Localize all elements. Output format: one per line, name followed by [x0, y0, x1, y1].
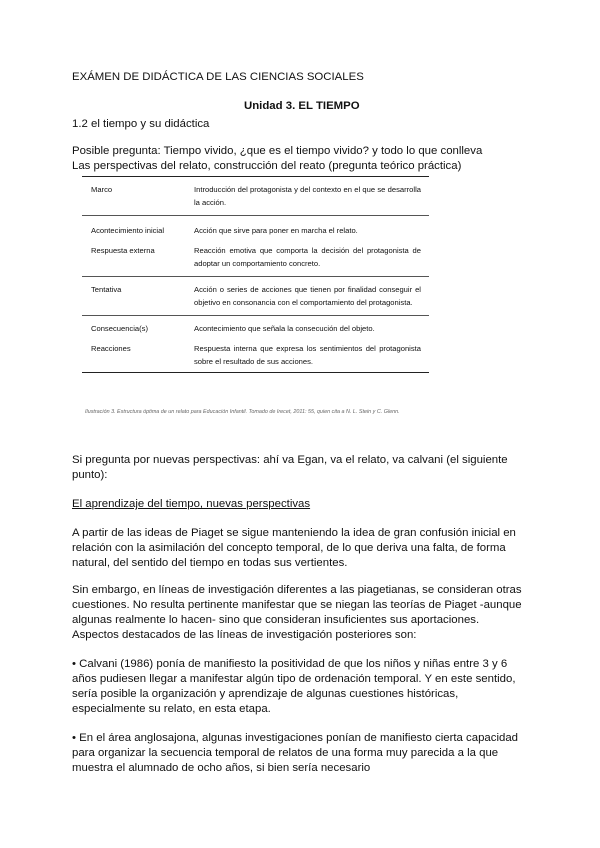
- table-description: Reacción emotiva que comporta la decisión del protagonista de adoptar un comportamiento concreto.: [194, 246, 421, 268]
- story-structure-table: [82, 176, 429, 373]
- table-row: [82, 237, 429, 277]
- table-row: [82, 335, 429, 373]
- note-line-2: punto):: [72, 469, 108, 481]
- table-term: Acontecimiento inicial: [82, 216, 194, 238]
- table-description: Introducción del protagonista y del contexto en el que se desarrolla la acción.: [194, 185, 421, 207]
- table-row: [82, 216, 429, 238]
- table-term: Respuesta externa: [91, 246, 155, 255]
- table-term: Tentativa: [82, 277, 194, 316]
- table-row: [82, 316, 429, 336]
- paragraph-other-lines: Sin embargo, en líneas de investigación diferentes a las piagetianas, se consideran otras cuestiones. No resulta pertinente manifestar que se niegan las teorías de Piaget -aunque algunas realmente lo hacen- sino que consideran insuficientes sus aportaciones. Aspectos destacados de las líneas de investigación posteriores son:: [72, 584, 522, 641]
- table-row: [82, 177, 429, 216]
- table-term: Reacciones: [91, 344, 131, 353]
- bullet-anglosaxon: • En el área anglosajona, algunas investigaciones ponían de manifiesto cierta capacidad para organizar la secuencia temporal de relatos de una forma muy parecida a la que muestra el alumnado de ocho años, si bien sería necesario: [72, 732, 518, 774]
- note-line-1: Si pregunta por nuevas perspectivas: ahí va Egan, va el relato, va calvani (el siguiente: [72, 454, 508, 466]
- table-term: Consecuencia(s): [82, 316, 194, 336]
- exam-title: EXÁMEN DE DIDÁCTICA DE LAS CIENCIAS SOCIALES: [72, 71, 364, 83]
- section-heading: El aprendizaje del tiempo, nuevas perspectivas: [72, 498, 311, 510]
- table-caption: Ilustración 3. Estructura óptima de un relato para Educación Infantil. Tomado de Irecet, 2011: 55, quien cita a N. L. Stein y C. Glenn.: [85, 409, 400, 415]
- unit-title: Unidad 3. EL TIEMPO: [244, 100, 360, 112]
- question-line-2: Las perspectivas del relato, construcción del reato (pregunta teórico práctica): [72, 160, 462, 172]
- table-description: Acción que sirve para poner en marcha el relato.: [194, 216, 429, 238]
- question-line-1: Posible pregunta: Tiempo vivido, ¿que es el tiempo vivido? y todo lo que conlleva: [72, 145, 483, 157]
- bullet-calvani: • Calvani (1986) ponía de manifiesto la positividad de que los niños y niñas entre 3 y 6 años pudiesen llegar a manifestar algún tipo de ordenación temporal. Y en este sentido, sería posible la organización y aprendizaje de algunas cuestiones históricas, especialmente su relato, en esta etapa.: [72, 658, 516, 715]
- table-description: Acontecimiento que señala la consecución del objeto.: [194, 316, 429, 336]
- subsection-title: 1.2 el tiempo y su didáctica: [72, 118, 210, 130]
- paragraph-piaget: A partir de las ideas de Piaget se sigue manteniendo la idea de gran confusión inicial en relación con la asimilación del concepto temporal, de lo que deriva una falta, de forma natural, del sentido del tiempo en todas sus vertientes.: [72, 527, 516, 569]
- table-description: Respuesta interna que expresa los sentimientos del protagonista sobre el resultado de sus acciones.: [194, 344, 421, 366]
- table-row: [82, 277, 429, 316]
- table-description: Acción o series de acciones que tienen por finalidad conseguir el objetivo en consonancia con el comportamiento del protagonista.: [194, 277, 429, 316]
- table-term: Marco: [91, 185, 113, 194]
